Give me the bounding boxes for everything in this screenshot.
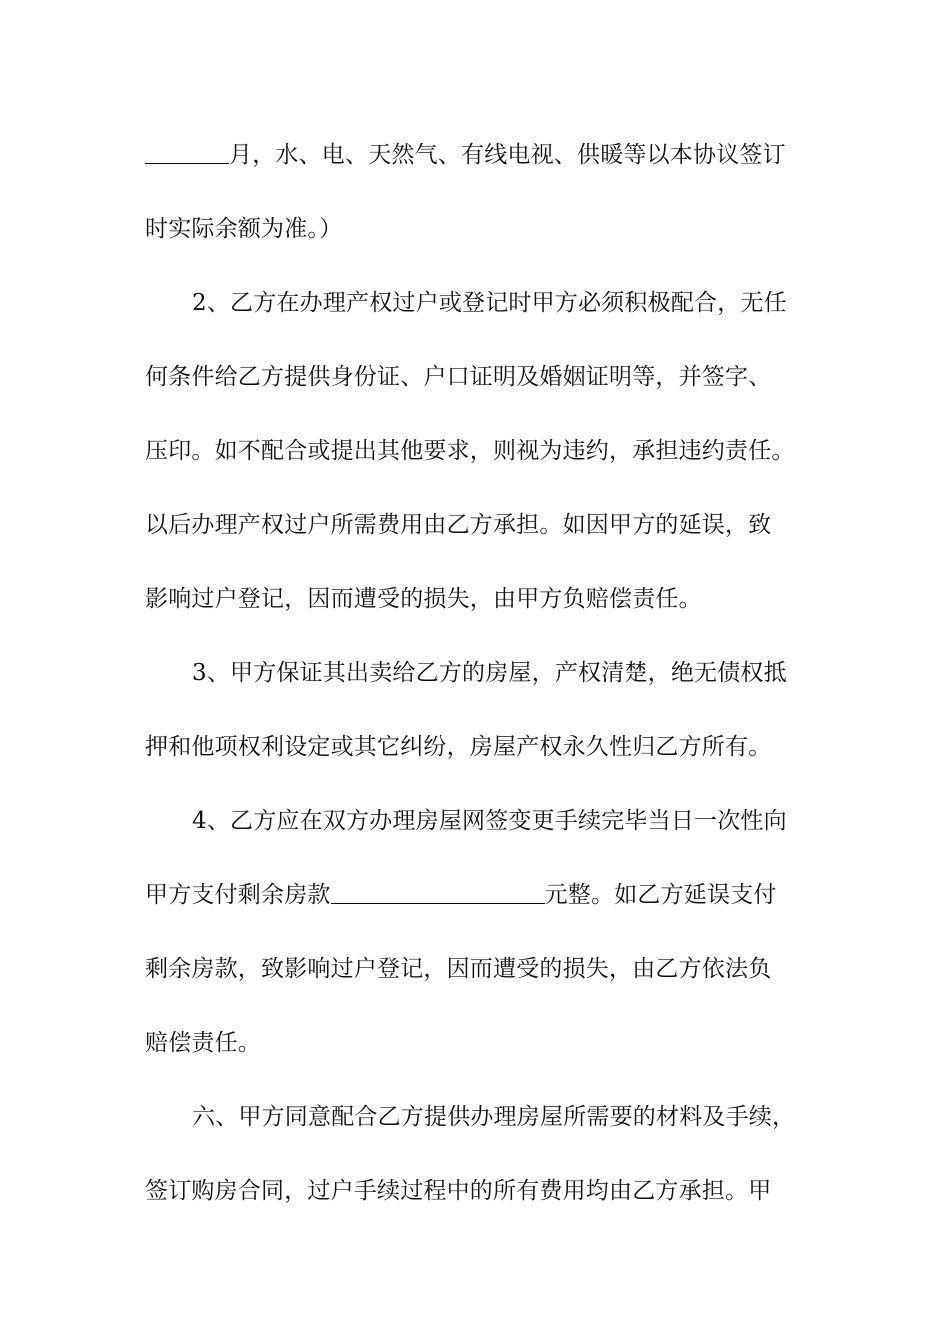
clause-2-start: 2、乙方在办理产权过户或登记时甲方必须积极配合，无任 xyxy=(192,290,787,316)
text-line: 剩余房款，致影响过户登记，因而遭受的损失，由乙方依法负 xyxy=(145,956,772,982)
text-line: 影响过户登记，因而遭受的损失，由甲方负赔偿责任。 xyxy=(145,586,702,612)
text-line: 签订购房合同，过户手续过程中的所有费用均由乙方承担。甲 xyxy=(145,1178,772,1204)
text-line: 时实际余额为准。） xyxy=(145,216,343,242)
text-line xyxy=(145,858,810,932)
text-line: 赔偿责任。 xyxy=(145,1030,261,1056)
line-text: 甲方支付剩余房款 xyxy=(145,882,331,908)
text-line: 压印。如不配合或提出其他要求，则视为违约，承担违约责任。 xyxy=(145,438,795,464)
document-body xyxy=(145,118,810,1228)
section-6-start: 六、甲方同意配合乙方提供办理房屋所需要的材料及手续， xyxy=(192,1104,796,1130)
text-line: 押和他项权利设定或其它纠纷，房屋产权永久性归乙方所有。 xyxy=(145,734,772,760)
text-line: 何条件给乙方提供身份证、户口证明及婚姻证明等，并签字、 xyxy=(145,364,772,390)
clause-3-start: 3、甲方保证其出卖给乙方的房屋，产权清楚，绝无债权抵 xyxy=(192,660,787,686)
fill-in-blank-months[interactable] xyxy=(145,139,229,164)
clause-4-start: 4、乙方应在双方办理房屋网签变更手续完毕当日一次性向 xyxy=(192,808,787,834)
line-text: 元整。如乙方延误支付 xyxy=(544,882,777,908)
text-line: 以后办理产权过户所需费用由乙方承担。如因甲方的延误，致 xyxy=(145,512,772,538)
text-line xyxy=(145,118,810,192)
fill-in-blank-remaining-payment[interactable] xyxy=(331,879,545,904)
line-text: 月，水、电、天然气、有线电视、供暖等以本协议签订 xyxy=(229,142,786,168)
